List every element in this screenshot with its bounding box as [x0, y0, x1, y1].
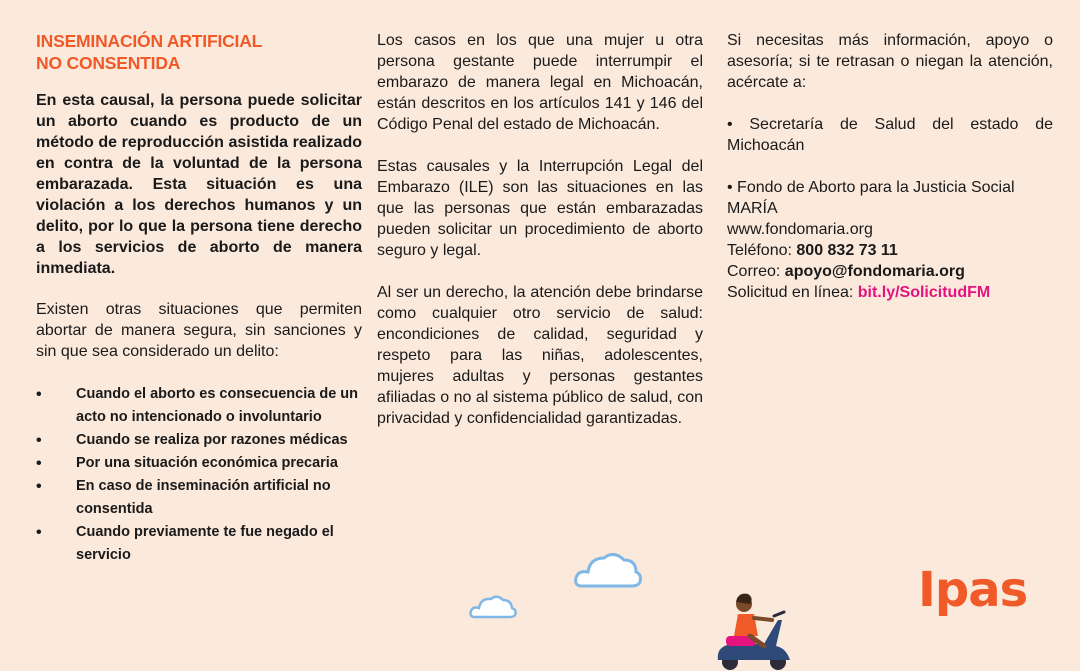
online-request-link[interactable]: bit.ly/SolicitudFM — [857, 284, 991, 301]
online-line: Solicitud en línea: bit.ly/SolicitudFM — [727, 284, 991, 301]
cloud-icon — [469, 592, 517, 620]
other-situations-paragraph: Existen otras situaciones que permiten abortar de manera segura, sin sanciones y sin que sea considerado un delito: — [36, 301, 362, 360]
list-item: • Por una situación económica precaria — [36, 452, 362, 475]
ile-paragraph: Estas causales y la Interrupción Legal del Embarazo (ILE) son las situaciones en las que las personas que están embarazadas pueden solicitar un procedimiento de aborto seguro y legal. — [377, 158, 703, 259]
section-heading: INSEMINACIÓN ARTIFICIAL NO CONSENTIDA — [36, 31, 263, 73]
list-item: • Cuando el aborto es consecuencia de un acto no intencionado o involuntario — [36, 383, 362, 429]
list-item: • Cuando se realiza por razones médicas — [36, 429, 362, 452]
email-link[interactable]: apoyo@fondomaria.org — [784, 263, 965, 280]
contact-intro: Si necesitas más información, apoyo o asesoría; si te retrasan o niegan la atención, acércate a: — [727, 32, 1053, 91]
intro-paragraph: En esta causal, la persona puede solicitar un aborto cuando es producto de un método de reproducción asistida realizado en contra de la voluntad de la persona embarazada. Esta situación es una violación a los derechos humanos y un delito, por lo que la persona tiene derecho a los servicios de aborto de manera inmediata. — [36, 92, 362, 277]
ipas-logo: Ipas — [918, 562, 1028, 618]
cloud-icon — [574, 548, 642, 590]
right-paragraph: Al ser un derecho, la atención debe brindarse como cualquier otro servicio de salud: encondiciones de calidad, seguridad y respeto para las niñas, adolescentes, mujeres adultas y personas gestantes afiliadas o no al sistema público de salud, con privacidad y confidencialidad garantizadas. — [377, 284, 703, 427]
website-link[interactable]: www.fondomaria.org — [727, 221, 873, 238]
list-item: • En caso de inseminación artificial no consentida — [36, 475, 362, 521]
column-middle — [377, 30, 703, 450]
phone-number[interactable]: 800 832 73 11 — [796, 242, 898, 259]
woman-on-scooter-illustration — [712, 590, 796, 671]
column-left — [36, 30, 362, 567]
contact-item-secretaria: • Secretaría de Salud del estado de Michoacán — [727, 116, 1053, 154]
list-item: • Cuando previamente te fue negado el servicio — [36, 521, 362, 567]
legal-cases-paragraph: Los casos en los que una mujer u otra persona gestante puede interrumpir el embarazo de manera legal en Michoacán, están descritos en los artículos 141 y 146 del Código Penal del estado de Michoacán. — [377, 32, 703, 133]
column-right — [727, 30, 1053, 303]
situations-list — [36, 383, 362, 567]
email-line: Correo: apoyo@fondomaria.org — [727, 263, 965, 280]
phone-line: Teléfono: 800 832 73 11 — [727, 242, 898, 259]
contact-item-fondo: • Fondo de Aborto para la Justicia Social MARÍA www.fondomaria.org Teléfono: 800 832 73 11 Correo: apoyo@fondomaria.org Solicitud en línea: bit.ly/SolicitudFM — [727, 177, 1053, 303]
